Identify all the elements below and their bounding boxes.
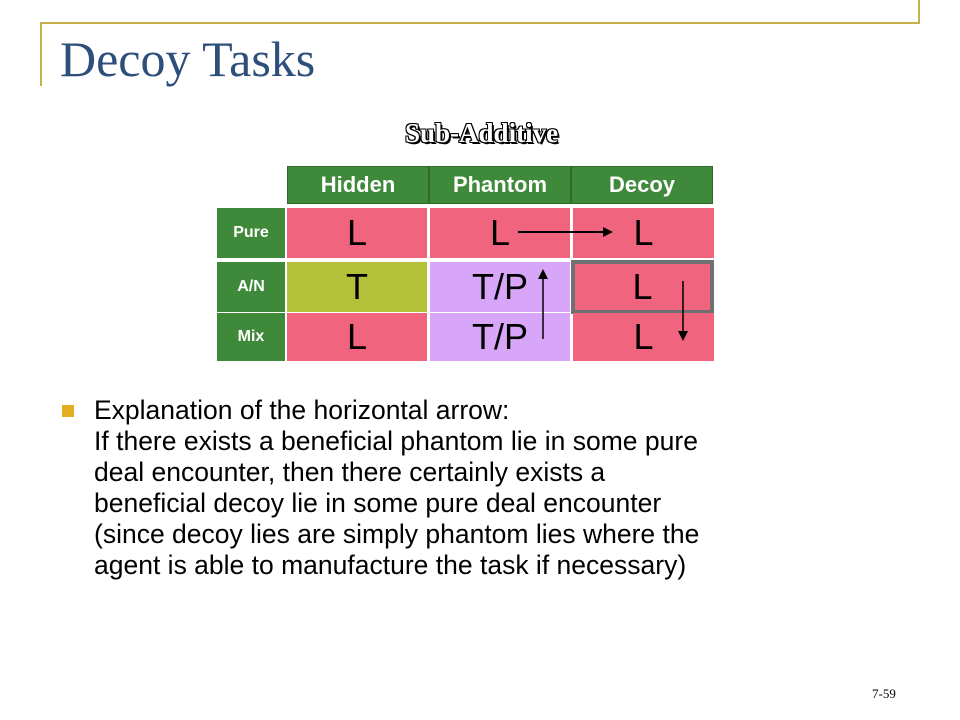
page-number: 7-59: [872, 686, 896, 701]
explanation-line: beneficial decoy lie in some pure deal encounter: [94, 488, 662, 518]
bullet-marker: [62, 405, 74, 417]
cell-pure-phantom: L: [430, 208, 570, 258]
explanation-line: deal encounter, then there certainly exists a: [94, 457, 606, 487]
explanation-line: Explanation of the horizontal arrow:: [94, 395, 510, 425]
explanation-line: agent is able to manufacture the task if necessary): [94, 550, 687, 580]
explanation-line: (since decoy lies are simply phantom lies where the: [94, 519, 700, 549]
explanation-paragraph: [94, 395, 894, 581]
column-header-hidden: Hidden: [287, 166, 429, 204]
cell-mix-hidden: L: [287, 313, 427, 361]
cell-an-hidden: T: [287, 262, 427, 312]
cell-pure-decoy: L: [573, 208, 714, 258]
cell-an-decoy-highlighted: L: [571, 260, 714, 314]
column-header-decoy: Decoy: [571, 166, 713, 204]
row-header-mix: Mix: [217, 313, 285, 361]
cell-pure-hidden: L: [287, 208, 427, 258]
table-subtitle: Sub-Additive: [405, 118, 559, 148]
cell-an-phantom: T/P: [430, 262, 570, 312]
row-header-an: A/N: [217, 262, 285, 312]
cell-mix-decoy: L: [573, 313, 714, 361]
explanation-line: If there exists a beneficial phantom lie in some pure: [94, 426, 698, 456]
slide-title: Decoy Tasks: [60, 31, 316, 87]
cell-mix-phantom: T/P: [430, 313, 570, 361]
column-header-phantom: Phantom: [429, 166, 571, 204]
row-header-pure: Pure: [217, 208, 285, 258]
